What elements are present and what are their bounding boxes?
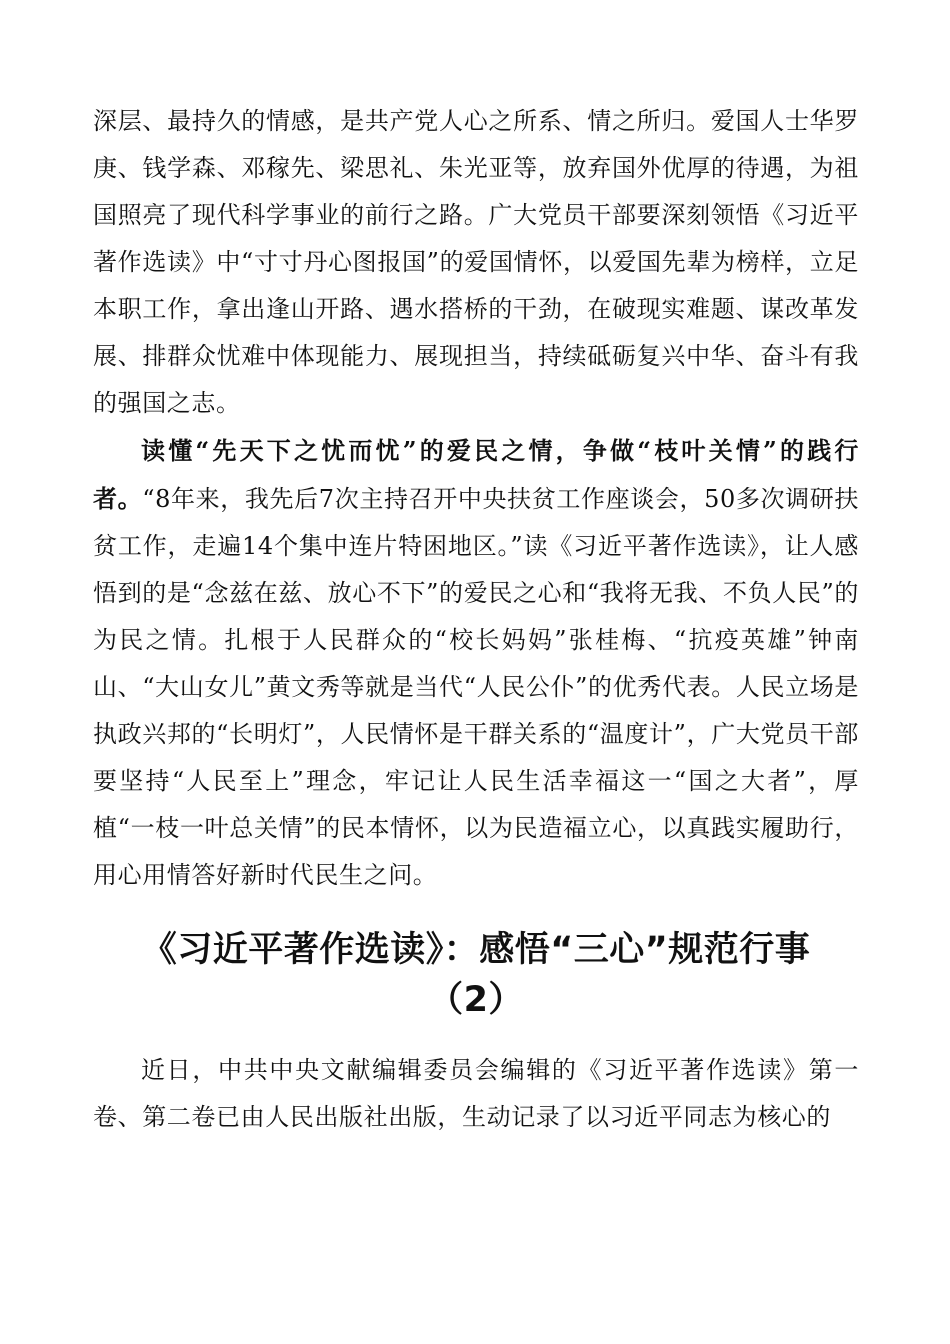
paragraph-love-people <box>93 427 859 899</box>
paragraph-patriotism: 深层、最持久的情感，是共产党人心之所系、情之所归。爱国人士华罗庚、钱学森、邓稼先、梁思礼、朱光亚等，放弃国外优厚的待遇，为祖国照亮了现代科学事业的前行之路。广大党员干部要深刻领悟《习近平著作选读》中“寸寸丹心图报国”的爱国情怀，以爱国先辈为榜样，立足本职工作，拿出逢山开路、遇水搭桥的干劲，在破现实难题、谋改革发展、排群众忧难中体现能力、展现担当，持续砥砺复兴中华、奋斗有我的强国之志。 <box>93 107 859 417</box>
paragraph-lead-bold: 读懂“先天下之忧而忧”的爱民之情，争做“枝叶关情”的践行者。 <box>93 436 859 513</box>
paragraph-body-text: “8年来，我先后7次主持召开中央扶贫工作座谈会，50多次调研扶贫工作，走遍14个集中连片特困地区。”读《习近平著作选读》，让人感悟到的是“念兹在兹、放心不下”的爱民之心和“我将无我、不负人民”的为民之情。扎根于人民群众的“校长妈妈”张桂梅、“抗疫英雄”钟南山、“大山女儿”黄文秀等就是当代“人民公仆”的优秀代表。人民立场是执政兴邦的“长明灯”，人民情怀是干群关系的“温度计”，广大党员干部要坚持“人民至上”理念，牢记让人民生活幸福这一“国之大者”，厚植“一枝一叶总关情”的民本情怀，以为民造福立心，以真践实履助行，用心用情答好新时代民生之问。 <box>93 485 859 889</box>
paragraph-intro: 近日，中共中央文献编辑委员会编辑的《习近平著作选读》第一卷、第二卷已由人民出版社出版，生动记录了以习近平同志为核心的 <box>93 1056 859 1131</box>
section-heading <box>93 925 859 1025</box>
document-body <box>93 98 859 1141</box>
section-title-line1: 《习近平著作选读》：感悟“三心”规范行事 <box>141 930 811 970</box>
section-title-line2: （2） <box>428 980 524 1020</box>
section-title <box>93 925 859 1025</box>
